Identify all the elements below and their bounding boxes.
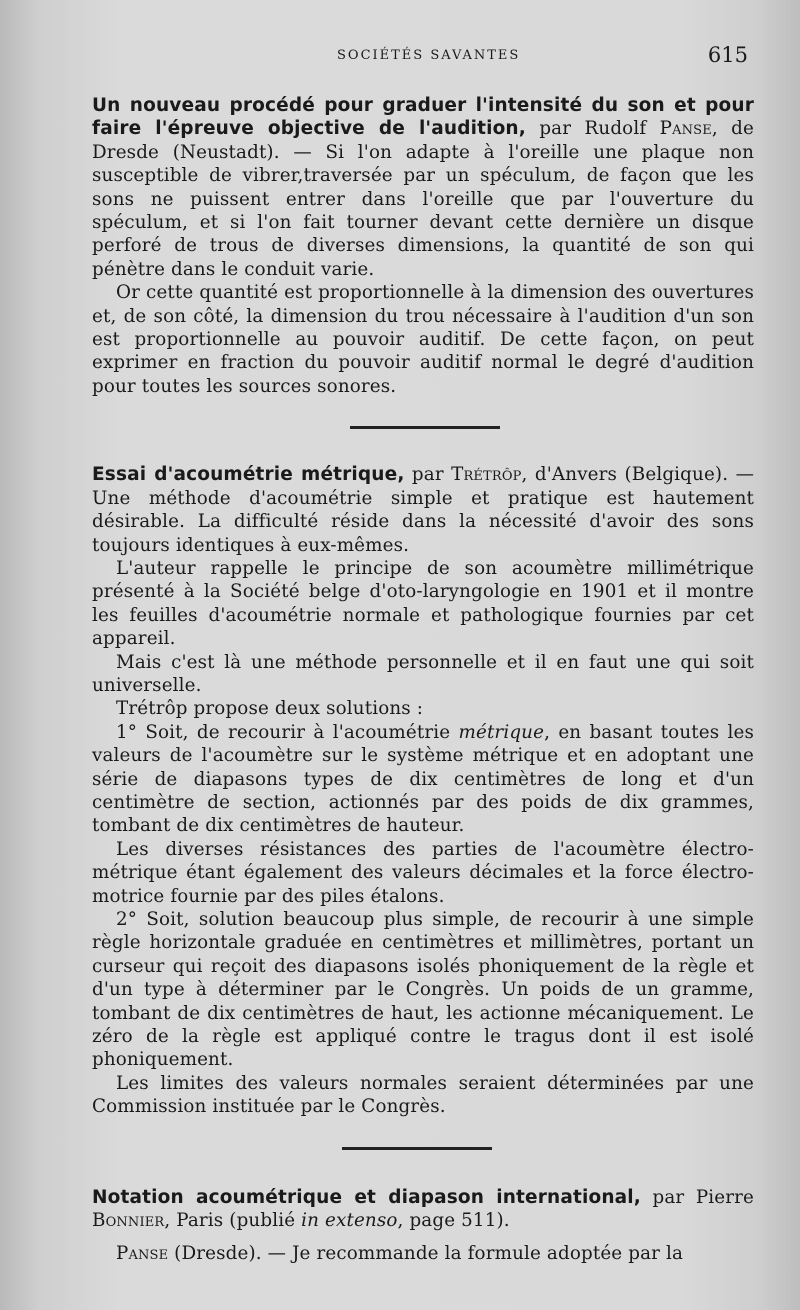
article-tretrop: [92, 463, 754, 1118]
body-text: 1° Soit, de recourir à l'acoumétrie: [116, 721, 459, 743]
article-title: Notation acoumétrique et diapason international,: [92, 1186, 641, 1208]
article-paragraph: [92, 721, 754, 838]
article-panse: [92, 94, 754, 398]
emphasis-text: métrique: [458, 721, 545, 743]
author-name: Bonnier: [92, 1210, 165, 1232]
body-text: , en basant toutes les valeurs de l'acoumètre sur le système métrique et en adoptant une série de diapasons types de dix centimètres de long et d'un centimètre de section, actionnés par des poids de dix grammes, tombant de dix centimètres de hauteur.: [92, 721, 755, 837]
article-title: Essai d'acoumétrie métrique,: [92, 464, 405, 486]
emphasis-text: in extenso: [301, 1210, 398, 1232]
byline-text: par Pierre: [640, 1186, 754, 1208]
body-text: , de Dresde (Neustadt). — Si l'on adapte à l'oreille une plaque non susceptible de vibrer,traversée par un spéculum, de façon que les sons ne puissent entrer dans l'oreille que par l'ouverture du spéculum, et si l'on fait tourner devant cette dernière un disque perforé de trous de diverses dimensions, la quantité de son qui pénètre dans le conduit varie.: [92, 118, 755, 280]
article-title: Un nouveau procédé pour graduer l'intensité du son et pour faire l'épreuve objective de l'audition,: [92, 95, 754, 140]
section-divider: [342, 1147, 492, 1150]
article-paragraph: L'auteur rappelle le principe de son acoumètre millimétrique présenté à la Société belge d'oto-laryngologie en 1901 et il montre les feuilles d'acoumétrie normale et pathologique fournies par cet appareil.: [92, 557, 754, 650]
body-text: (Dresde). — Je recommande la formule adoptée par la: [168, 1243, 684, 1265]
byline-text: , page 511).: [397, 1210, 510, 1232]
page-number: 615: [707, 43, 748, 67]
author-name: Panse: [659, 118, 712, 140]
author-name: Panse: [116, 1243, 169, 1265]
article-paragraph: Or cette quantité est proportionnelle à la dimension des ouvertures et, de son côté, la dimension du trou nécessaire à l'audition d'un son est proportionnelle au pouvoir auditif. De cette façon, on peut exprimer en fraction du pouvoir auditif normal le degré d'audition pour toutes les sources sonores.: [92, 282, 754, 397]
byline-text: par Rudolf: [525, 118, 660, 140]
page-header: [92, 38, 754, 74]
byline-text: par: [404, 464, 452, 486]
section-divider: [350, 426, 500, 429]
author-name: Trétrôp: [451, 464, 522, 486]
article-paragraph: [92, 94, 754, 281]
article-paragraph: Les limites des valeurs normales seraient déterminées par une Commission instituée par le Congrès.: [92, 1072, 754, 1118]
running-head: SOCIÉTÉS SAVANTES: [337, 48, 521, 63]
byline-text: , Paris (publié: [164, 1210, 302, 1232]
article-paragraph: [92, 1186, 754, 1233]
article-paragraph: [92, 1242, 754, 1265]
article-paragraph: 2° Soit, solution beaucoup plus simple, de recourir à une simple règle horizontale graduée en centimètres et millimètres, portant un curseur qui reçoit des diapasons isolés phoniquement de la règle et d'un type à déterminer par le Congrès. Un poids de un gramme, tombant de dix centimètres de haut, les actionne mécaniquement. Le zéro de la règle est appliqué contre le tragus dont il est isolé phoniquement.: [92, 909, 754, 1071]
body-text: , d'Anvers (Belgique). — Une méthode d'acoumétrie simple et pratique est hautement désirable. La difficulté réside dans la nécessité d'avoir des sons toujours identiques à eux-mêmes.: [92, 464, 755, 556]
article-paragraph: Trétrôp propose deux solutions :: [116, 698, 424, 720]
article-paragraph: Mais c'est là une méthode personnelle et il en faut une qui soit universelle.: [92, 651, 754, 696]
article-paragraph: [92, 463, 754, 557]
article-bonnier: [92, 1186, 754, 1266]
article-paragraph: Les diverses résistances des parties de l'acoumètre électro-métrique étant également des valeurs décimales et la force électro-motrice fournie par des piles étalons.: [92, 838, 754, 907]
